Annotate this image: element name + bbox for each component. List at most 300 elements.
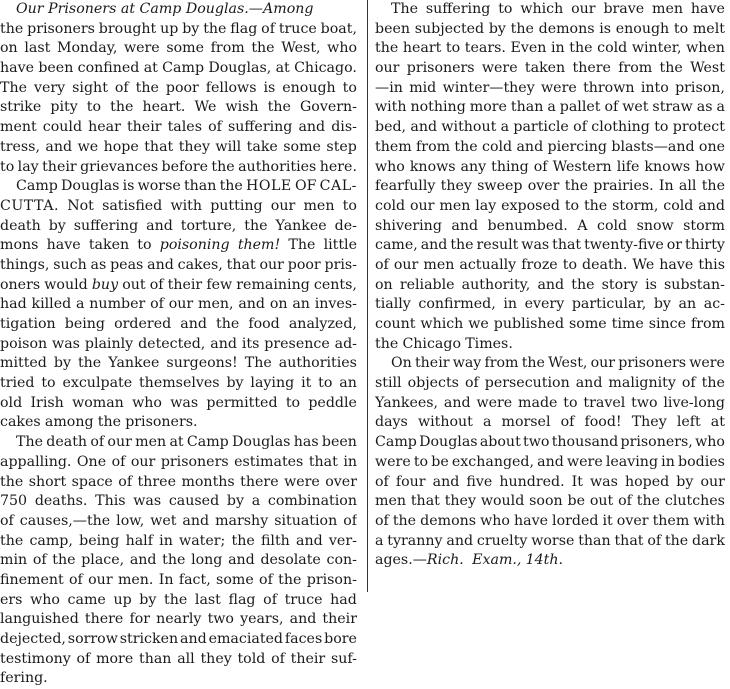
text-line (0, 79, 357, 99)
word: Western (552, 158, 612, 175)
word: been (38, 60, 74, 77)
word: a (547, 99, 556, 116)
text-line (0, 433, 357, 453)
word: that (144, 138, 174, 155)
word: we (468, 316, 489, 332)
word: thousand (551, 434, 619, 451)
text-line (375, 335, 725, 355)
word: suffering (227, 119, 293, 136)
word: hear (88, 119, 121, 136)
word: the (583, 197, 608, 214)
word: Douglas, (208, 60, 272, 77)
word: more (469, 99, 507, 116)
word: our (700, 473, 725, 490)
word: before (161, 158, 208, 175)
word: storm, (612, 197, 659, 214)
word: reliable (399, 276, 455, 293)
word: the (664, 532, 689, 549)
text-line (375, 158, 725, 178)
text-line (0, 335, 357, 355)
word: and (129, 552, 157, 569)
word: be (431, 453, 449, 470)
word: in (503, 296, 518, 313)
word: benumbed. (487, 217, 568, 234)
word: the (571, 276, 595, 293)
word: putting (210, 197, 263, 214)
word: lay (475, 197, 497, 214)
word: Monday, (56, 40, 118, 57)
word: the (110, 99, 134, 116)
word: substan- (664, 276, 725, 293)
word: and (537, 453, 564, 470)
word: two (523, 434, 550, 451)
word: bodies (678, 453, 725, 470)
word: this (698, 256, 725, 273)
word: of (0, 512, 14, 529)
word: fering. (0, 670, 48, 687)
text-line (375, 0, 725, 20)
text-line (375, 59, 725, 79)
text-line (0, 59, 357, 79)
word: finement (0, 571, 64, 588)
text-line (0, 610, 357, 630)
word: count (375, 316, 416, 332)
word: is (599, 20, 612, 37)
word: West, (281, 40, 321, 57)
word: some (569, 316, 607, 332)
word: of (647, 532, 662, 549)
word: confirmed, (418, 296, 496, 313)
word: they (444, 493, 476, 510)
word: have (690, 1, 725, 17)
word: the (701, 375, 725, 392)
word: of (118, 473, 133, 490)
word: by (182, 20, 200, 37)
word: were (541, 79, 577, 96)
word: of (150, 296, 164, 313)
word: the (375, 335, 399, 352)
word: our (168, 296, 194, 313)
word: from (484, 355, 519, 372)
word: all (177, 650, 195, 667)
word: the (203, 20, 227, 37)
word: 14th. (525, 552, 564, 569)
word: step (326, 138, 357, 155)
word: and (45, 138, 73, 155)
text-line (0, 473, 357, 493)
word: a (482, 414, 492, 431)
word: storm (683, 217, 725, 234)
word: was (133, 493, 162, 510)
word: four (395, 473, 426, 490)
word: of (618, 493, 632, 510)
word: out (122, 276, 146, 293)
word: still (375, 375, 402, 392)
word: Camp (162, 60, 205, 77)
text-line (0, 295, 357, 315)
word: and (698, 197, 725, 214)
word: particle (513, 119, 569, 136)
word: Irish (30, 394, 64, 411)
text-line (375, 79, 725, 99)
text-line (375, 39, 725, 59)
word: is (122, 178, 135, 195)
word: thrown (583, 79, 635, 96)
word: we (77, 138, 99, 155)
word: little (323, 237, 357, 254)
word: cold (663, 197, 694, 214)
word: exculpate (62, 375, 133, 392)
word: came (67, 591, 106, 608)
word: by (226, 375, 244, 392)
word: caused (168, 493, 220, 510)
word: have (0, 60, 35, 77)
text-line (0, 98, 357, 118)
word: deaths. (34, 493, 88, 510)
word: been (375, 20, 411, 37)
word: the (244, 217, 268, 234)
word: over (325, 473, 357, 490)
word: our (375, 60, 400, 77)
word: the (569, 40, 593, 57)
word: suffering (73, 217, 139, 234)
word: and (146, 217, 173, 234)
word: prison- (306, 571, 357, 588)
word: Camp (375, 434, 417, 451)
word: prisoners (406, 60, 475, 77)
word: In (658, 178, 674, 195)
word: exposed (501, 197, 560, 214)
word: tried (0, 375, 35, 392)
word: flag (230, 20, 258, 37)
word: the (267, 99, 291, 116)
word: short (28, 473, 67, 490)
word: hope (103, 138, 139, 155)
word: dis- (331, 119, 357, 136)
text-line (375, 138, 725, 158)
word: space (71, 473, 113, 490)
text-line (0, 630, 357, 650)
word: confined (77, 60, 140, 77)
word: place, (81, 552, 125, 569)
word: our (88, 571, 113, 588)
word: cents, (313, 276, 357, 293)
word: travel (583, 394, 626, 411)
word: to (562, 256, 577, 273)
word: there (572, 60, 611, 77)
word: were (567, 453, 603, 470)
word: prisoners, (620, 434, 693, 451)
word: sweep (477, 178, 523, 195)
word: and (443, 394, 471, 411)
word: sorrow (67, 631, 118, 647)
text-line (375, 236, 725, 256)
word: was (590, 473, 618, 490)
word: the (52, 552, 76, 569)
word: worse (137, 178, 181, 195)
word: is (263, 79, 276, 96)
word: into (640, 79, 669, 96)
word: faces (284, 631, 323, 647)
word: food! (584, 414, 622, 431)
word: and (289, 611, 317, 628)
word: food (248, 316, 280, 332)
word: to (673, 20, 689, 37)
word: death. (582, 256, 628, 273)
word: lorded (552, 512, 599, 529)
word: brave (603, 1, 645, 17)
word: of (76, 650, 91, 667)
word: had (0, 296, 27, 313)
word: knows (409, 158, 456, 175)
word: truce (278, 20, 317, 37)
word: peddle (308, 394, 357, 411)
word: low, (116, 512, 145, 529)
word: stricken (119, 631, 179, 647)
word: a (251, 493, 261, 510)
word: authorities (238, 158, 317, 175)
word: persecution (484, 375, 570, 392)
word: men (652, 1, 684, 17)
text-line (0, 217, 357, 237)
word: nothing (410, 99, 466, 116)
word: to (564, 197, 580, 214)
word: out (589, 493, 614, 510)
word: by (53, 355, 71, 372)
word: The (391, 1, 418, 17)
word: since (648, 316, 686, 332)
word: when (686, 40, 725, 57)
word: strike (0, 99, 42, 116)
word: that (308, 453, 338, 470)
word: the (454, 138, 478, 155)
word: prisoners (160, 453, 229, 470)
word: being (64, 316, 106, 332)
word: that (226, 256, 256, 273)
word: tales (167, 119, 202, 136)
text-line (375, 532, 725, 552)
word: tyranny (387, 532, 443, 549)
word: of (271, 650, 285, 667)
word: sight (72, 79, 108, 96)
word: CUTTA. (0, 197, 59, 214)
word: pallet (559, 99, 601, 116)
word: by (653, 296, 671, 313)
word: They (631, 414, 667, 431)
word: than (139, 650, 172, 667)
word: clutches (664, 493, 725, 510)
word: hoped (624, 473, 670, 490)
word: the (375, 40, 399, 57)
word: suf- (330, 650, 357, 667)
word: than (510, 99, 544, 116)
word: demons (538, 20, 595, 37)
word: from (690, 316, 725, 332)
text-line (0, 394, 357, 414)
word: up (160, 20, 179, 37)
word: as (696, 99, 713, 116)
word: min (0, 552, 28, 569)
word: more (96, 650, 134, 667)
word: on (375, 276, 393, 293)
word: were (375, 453, 411, 470)
word: presence (264, 335, 330, 352)
word: life (616, 158, 640, 175)
word: thirty (685, 237, 725, 254)
word: authorities (278, 355, 357, 372)
word: melt (692, 20, 725, 37)
word: inves- (314, 296, 357, 313)
word: the (97, 414, 121, 431)
word: —in (375, 79, 403, 96)
word: one (698, 138, 725, 155)
word: We (194, 99, 217, 116)
word: who (327, 40, 357, 57)
word: flag (228, 591, 256, 608)
word: to (137, 237, 152, 254)
word: as (90, 256, 107, 273)
word: or (666, 237, 683, 254)
word: their (414, 355, 450, 372)
word: mid (409, 79, 437, 96)
word: Douglas (419, 434, 478, 451)
word: Douglas (61, 178, 120, 195)
word: the (450, 237, 474, 254)
word: way (452, 355, 482, 372)
word: and (298, 119, 326, 136)
word: worse (531, 532, 575, 549)
word: fact, (178, 571, 211, 588)
word: that (410, 493, 440, 510)
word: West, (548, 355, 588, 372)
word: death (0, 217, 41, 234)
word: its (241, 335, 260, 352)
word: torture, (180, 217, 237, 234)
word: and (446, 532, 474, 549)
word: the (0, 473, 24, 490)
word: of (375, 256, 389, 273)
word: in (159, 532, 173, 549)
word: analyzed, (288, 316, 357, 332)
word: ages.—Rich. (375, 552, 464, 569)
word: cold (375, 197, 406, 214)
word: permitted (206, 394, 278, 411)
word: the (0, 20, 24, 37)
word: two (631, 394, 658, 411)
word: the (216, 316, 240, 332)
word: winter, (631, 40, 682, 57)
text-line (375, 315, 725, 335)
word: the (510, 20, 534, 37)
word: wet (150, 512, 177, 529)
column-rule (367, 0, 368, 592)
word: a (375, 532, 384, 549)
word: men (423, 256, 455, 273)
word: here. (319, 158, 357, 175)
word: some (216, 571, 254, 588)
word: there (84, 611, 124, 628)
word: grievances (80, 158, 159, 175)
text-line (375, 118, 725, 138)
word: for (129, 611, 151, 628)
word: were (689, 355, 725, 372)
word: ad- (334, 335, 357, 352)
word: take (246, 138, 278, 155)
text-line (375, 413, 725, 433)
word: such (53, 256, 87, 273)
text-line (0, 354, 357, 374)
word: of (263, 591, 277, 608)
word: the (701, 178, 725, 195)
word: men (303, 197, 335, 214)
text-line (0, 374, 357, 394)
word: of (375, 473, 389, 490)
word: and (516, 138, 544, 155)
text-line (0, 551, 357, 571)
word: demons (420, 512, 477, 529)
word: prisoners (618, 355, 687, 372)
word: mons (0, 237, 39, 254)
word: protect (672, 119, 725, 136)
word: the (251, 40, 275, 57)
word: ac- (703, 296, 725, 313)
word: had (330, 591, 357, 608)
word: have (659, 256, 694, 273)
word: the (211, 158, 235, 175)
word: oners (0, 276, 41, 293)
word: enough (282, 79, 336, 96)
word: they (440, 178, 472, 195)
word: at (169, 434, 184, 451)
word: how (695, 158, 725, 175)
word: Chicago. (294, 60, 357, 77)
word: OF (294, 178, 317, 195)
word: wish (225, 99, 259, 116)
word: been (321, 434, 357, 451)
word: Camp (186, 434, 229, 451)
word: without (417, 414, 473, 431)
word: of (111, 453, 126, 470)
word: to (342, 197, 357, 214)
word: men (439, 197, 471, 214)
word: in (551, 40, 565, 57)
word: an (339, 375, 357, 392)
word: subjected (414, 20, 485, 37)
word: have (46, 237, 81, 254)
word: fearfully (375, 178, 436, 195)
word: water; (179, 532, 226, 549)
word: boat, (320, 20, 357, 37)
word: prison, (675, 79, 725, 96)
word: exchanged, (451, 453, 535, 470)
word: would (480, 493, 525, 510)
word: Yankee (275, 217, 327, 234)
word: and (180, 316, 207, 332)
word: of (259, 571, 273, 588)
word: the (231, 532, 255, 549)
word: were (123, 40, 160, 57)
word: surgeons! (166, 355, 238, 372)
word: twenty-five (584, 237, 664, 254)
text-line (0, 512, 357, 532)
word: particular, (571, 296, 647, 313)
word: number (89, 296, 146, 313)
word: few (206, 276, 233, 293)
text-line (0, 0, 357, 20)
word: death (46, 434, 88, 451)
word: peas (110, 256, 144, 273)
word: and (228, 552, 255, 569)
